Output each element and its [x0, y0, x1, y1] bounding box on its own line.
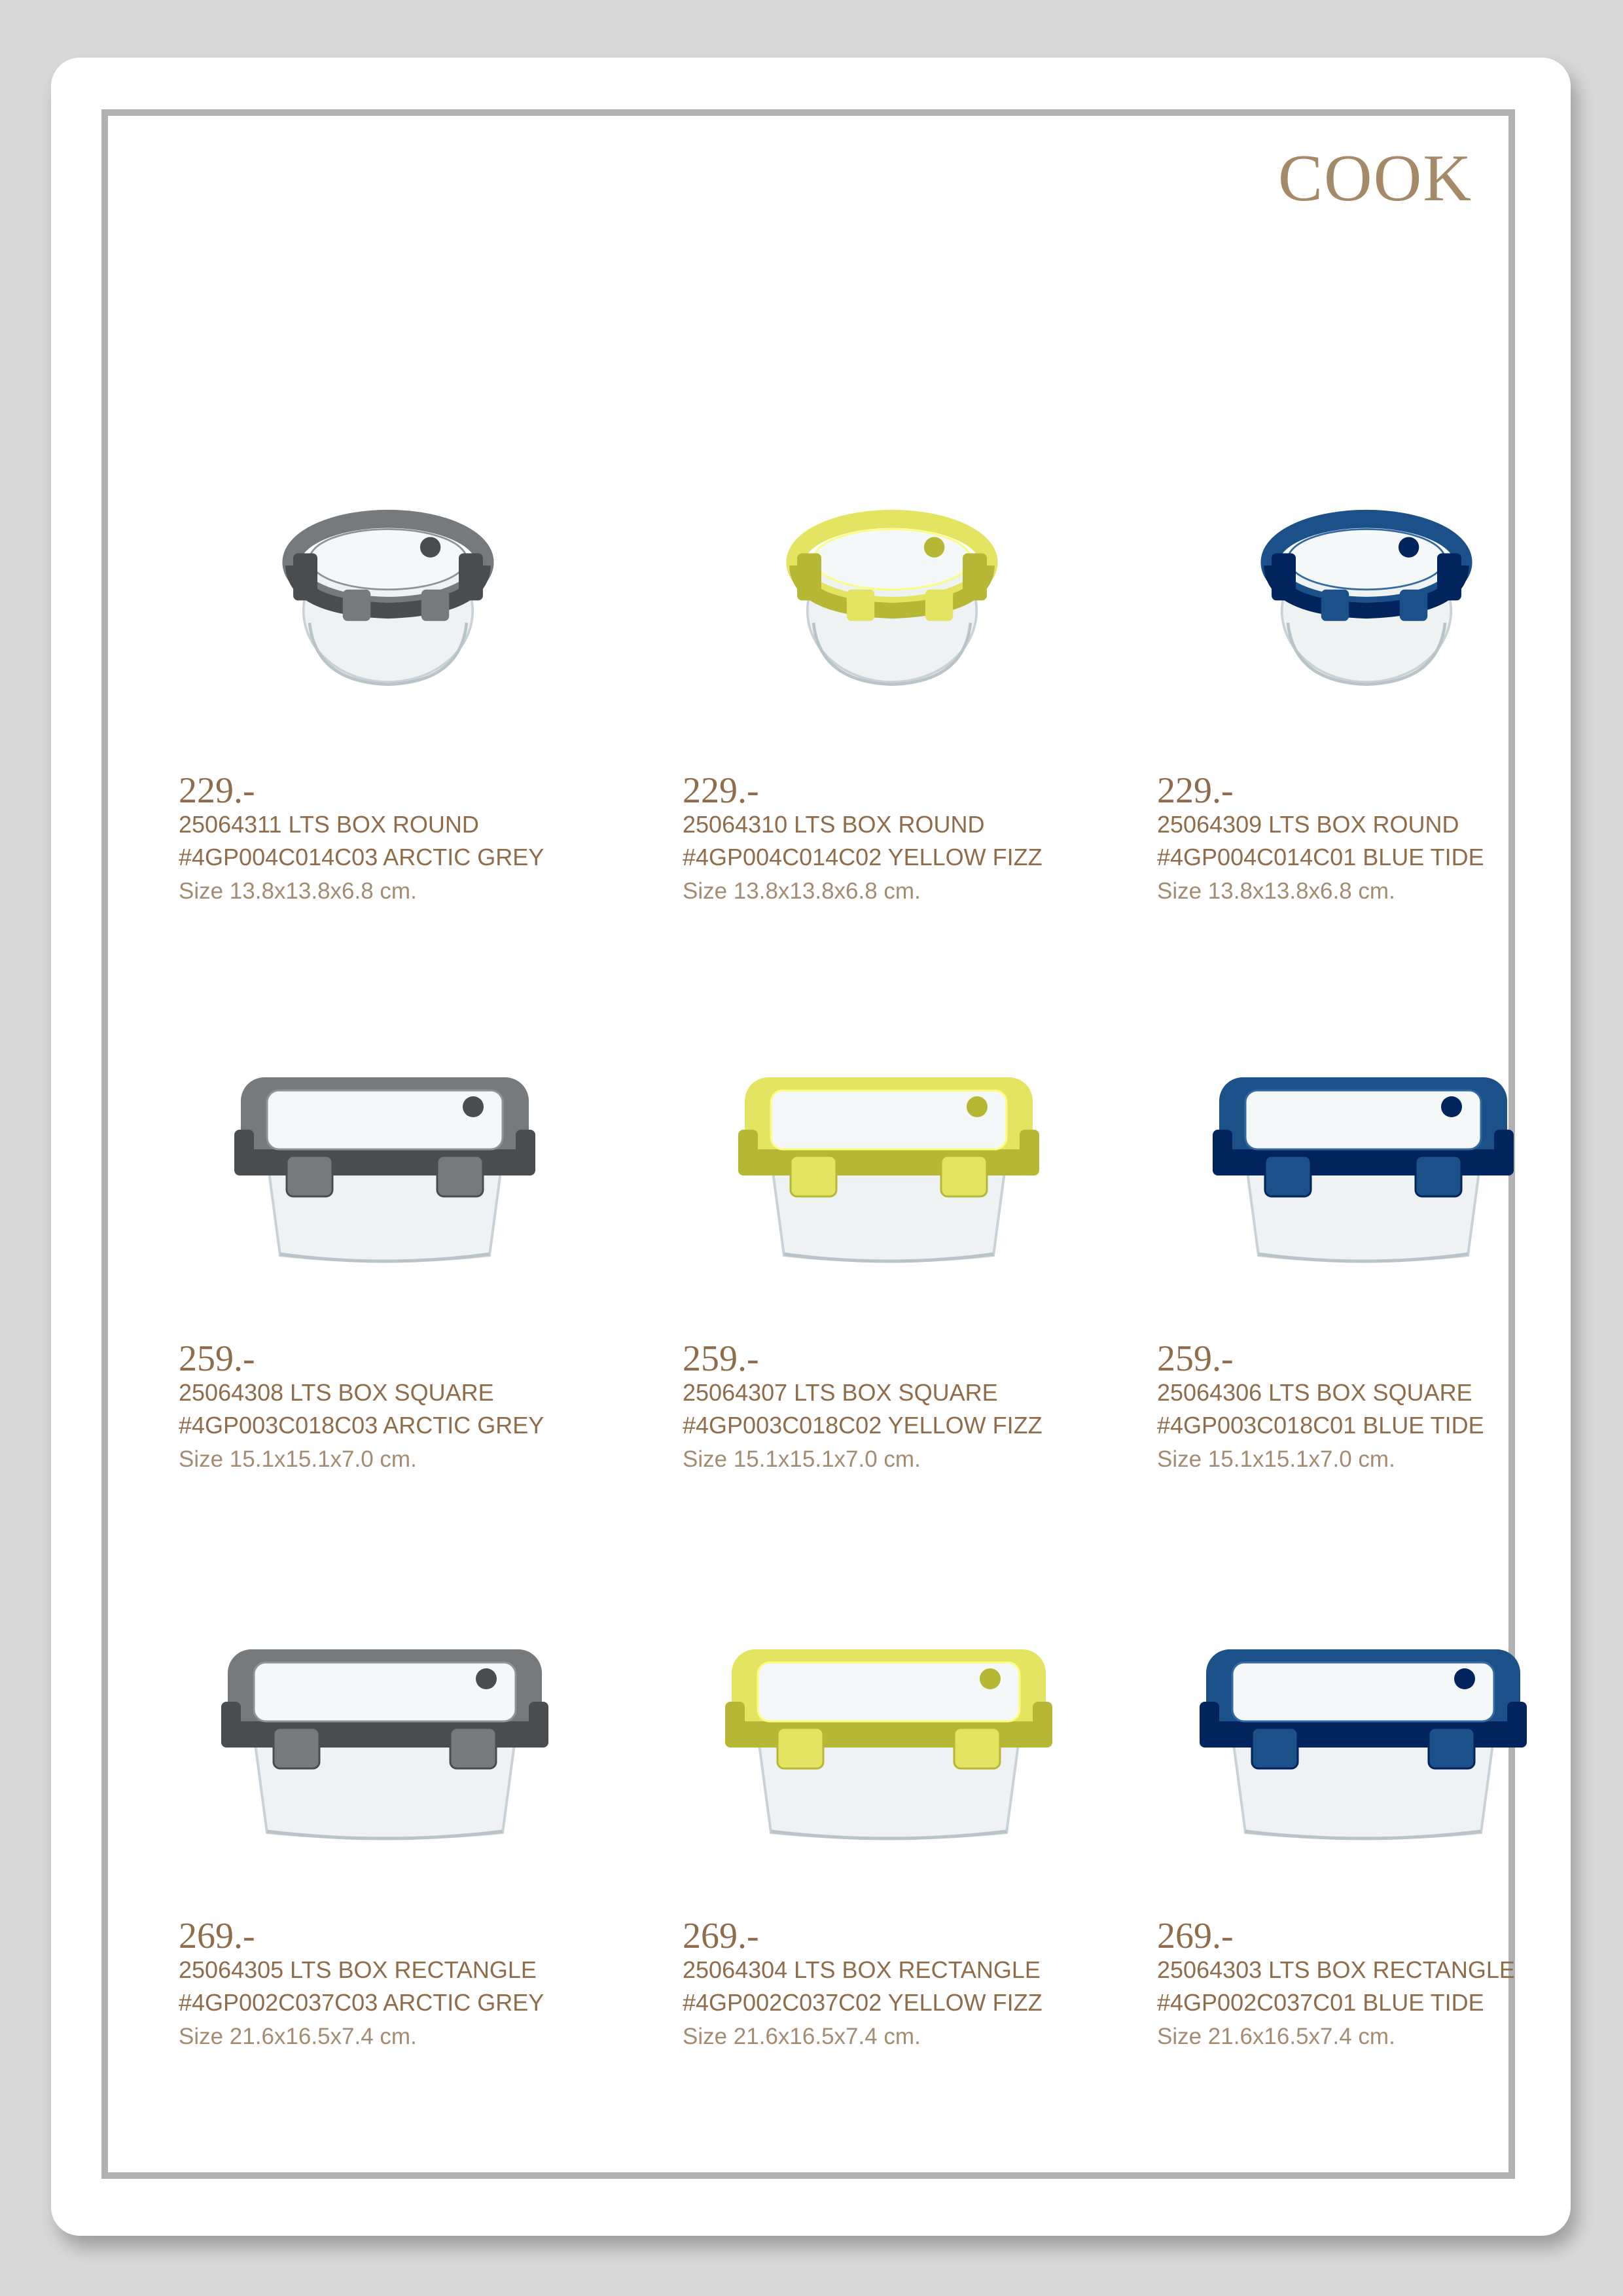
product-code-name: 25064303 LTS BOX RECTANGLE [1157, 1956, 1515, 1983]
side-latch-right [1033, 1702, 1052, 1748]
product-card [1157, 1604, 1582, 2166]
front-latch-right [941, 1156, 987, 1196]
product-size: Size 13.8x13.8x6.8 cm. [683, 878, 921, 904]
lid-glass-window [813, 529, 971, 589]
brand-title: COOK [1277, 141, 1472, 215]
product-code-name: 25064304 LTS BOX RECTANGLE [683, 1956, 1041, 1983]
product-sku-color: #4GP002C037C03 ARCTIC GREY [179, 1989, 544, 2016]
side-latch-right [1020, 1130, 1039, 1175]
product-size: Size 13.8x13.8x6.8 cm. [179, 878, 417, 904]
product-price: 259.- [683, 1338, 759, 1379]
product-code-name: 25064310 LTS BOX ROUND [683, 811, 985, 838]
lid-glass-window [1232, 1662, 1494, 1721]
product-code-name: 25064311 LTS BOX ROUND [179, 811, 479, 838]
product-code-name: 25064309 LTS BOX ROUND [1157, 811, 1459, 838]
product-image [172, 1604, 597, 1878]
product-size: Size 21.6x16.5x7.4 cm. [683, 2024, 921, 2049]
product-code-name: 25064307 LTS BOX SQUARE [683, 1379, 998, 1406]
front-latch-left [777, 1728, 823, 1768]
vent-valve [463, 1096, 484, 1117]
front-latch-right [1416, 1156, 1461, 1196]
product-card [1157, 1026, 1582, 1589]
front-latch-right [437, 1156, 483, 1196]
right-latch [963, 553, 987, 600]
product-sku-color: #4GP002C037C01 BLUE TIDE [1157, 1989, 1484, 2016]
vent-valve [420, 537, 440, 557]
product-size: Size 15.1x15.1x7.0 cm. [1157, 1446, 1395, 1472]
left-latch [293, 553, 317, 600]
product-image [696, 458, 1088, 733]
vent-valve [1454, 1668, 1475, 1689]
vent-valve [1441, 1096, 1462, 1117]
side-latch-left [234, 1130, 254, 1175]
left-latch [1272, 553, 1296, 600]
product-sku-color: #4GP004C014C01 BLUE TIDE [1157, 844, 1484, 870]
product-size: Size 21.6x16.5x7.4 cm. [1157, 2024, 1395, 2049]
side-latch-left [725, 1702, 745, 1748]
lid-glass-window [758, 1662, 1020, 1721]
side-latch-left [738, 1130, 758, 1175]
front-latch-left [287, 1156, 332, 1196]
product-size: Size 21.6x16.5x7.4 cm. [179, 2024, 417, 2049]
left-latch [797, 553, 821, 600]
product-size: Size 13.8x13.8x6.8 cm. [1157, 878, 1395, 904]
front-latch-left [1321, 590, 1349, 621]
lid-side-band [1219, 1149, 1507, 1175]
product-price: 229.- [1157, 770, 1234, 811]
product-price: 259.- [1157, 1338, 1234, 1379]
front-latch-right [1400, 590, 1427, 621]
front-latch-right [450, 1728, 496, 1768]
side-latch-right [1494, 1130, 1514, 1175]
front-latch-left [847, 590, 874, 621]
right-latch [1437, 553, 1461, 600]
front-latch-right [1429, 1728, 1474, 1768]
product-card [683, 1026, 1108, 1589]
product-image [676, 1604, 1101, 1878]
product-price: 269.- [683, 1916, 759, 1956]
lid-glass-window [310, 529, 467, 589]
product-price: 229.- [683, 770, 759, 811]
front-latch-right [954, 1728, 1000, 1768]
front-latch-right [925, 590, 953, 621]
product-card [179, 1026, 604, 1589]
product-price: 229.- [179, 770, 255, 811]
product-code-name: 25064308 LTS BOX SQUARE [179, 1379, 494, 1406]
product-sku-color: #4GP002C037C02 YELLOW FIZZ [683, 1989, 1043, 2016]
product-sku-color: #4GP004C014C03 ARCTIC GREY [179, 844, 544, 870]
product-image [676, 1026, 1101, 1301]
side-latch-left [221, 1702, 241, 1748]
vent-valve [1399, 537, 1419, 557]
product-image [1150, 1604, 1576, 1878]
vent-valve [967, 1096, 988, 1117]
right-latch [459, 553, 483, 600]
vent-valve [924, 537, 944, 557]
product-card [1157, 458, 1582, 1021]
product-card [683, 458, 1108, 1021]
product-size: Size 15.1x15.1x7.0 cm. [683, 1446, 921, 1472]
product-image [1170, 458, 1563, 733]
front-latch-left [1252, 1728, 1298, 1768]
product-price: 259.- [179, 1338, 255, 1379]
side-latch-right [516, 1130, 535, 1175]
side-latch-left [1200, 1702, 1219, 1748]
lid-glass-window [1288, 529, 1445, 589]
product-card [179, 1604, 604, 2166]
product-image [1150, 1026, 1576, 1301]
product-card [683, 1604, 1108, 2166]
lid-side-band [241, 1149, 529, 1175]
product-code-name: 25064306 LTS BOX SQUARE [1157, 1379, 1472, 1406]
lid-glass-window [254, 1662, 516, 1721]
product-sku-color: #4GP003C018C02 YELLOW FIZZ [683, 1412, 1043, 1439]
product-card [179, 458, 604, 1021]
vent-valve [476, 1668, 497, 1689]
vent-valve [980, 1668, 1001, 1689]
product-size: Size 15.1x15.1x7.0 cm. [179, 1446, 417, 1472]
product-image [172, 1026, 597, 1301]
front-latch-left [791, 1156, 836, 1196]
product-price: 269.- [179, 1916, 255, 1956]
side-latch-right [529, 1702, 548, 1748]
front-latch-left [274, 1728, 319, 1768]
product-code-name: 25064305 LTS BOX RECTANGLE [179, 1956, 537, 1983]
product-sku-color: #4GP003C018C01 BLUE TIDE [1157, 1412, 1484, 1439]
product-price: 269.- [1157, 1916, 1234, 1956]
product-sku-color: #4GP003C018C03 ARCTIC GREY [179, 1412, 544, 1439]
front-latch-left [1265, 1156, 1311, 1196]
front-latch-left [343, 590, 370, 621]
product-sku-color: #4GP004C014C02 YELLOW FIZZ [683, 844, 1043, 870]
side-latch-left [1213, 1130, 1232, 1175]
product-image [192, 458, 584, 733]
lid-side-band [745, 1149, 1033, 1175]
front-latch-right [421, 590, 449, 621]
side-latch-right [1507, 1702, 1527, 1748]
